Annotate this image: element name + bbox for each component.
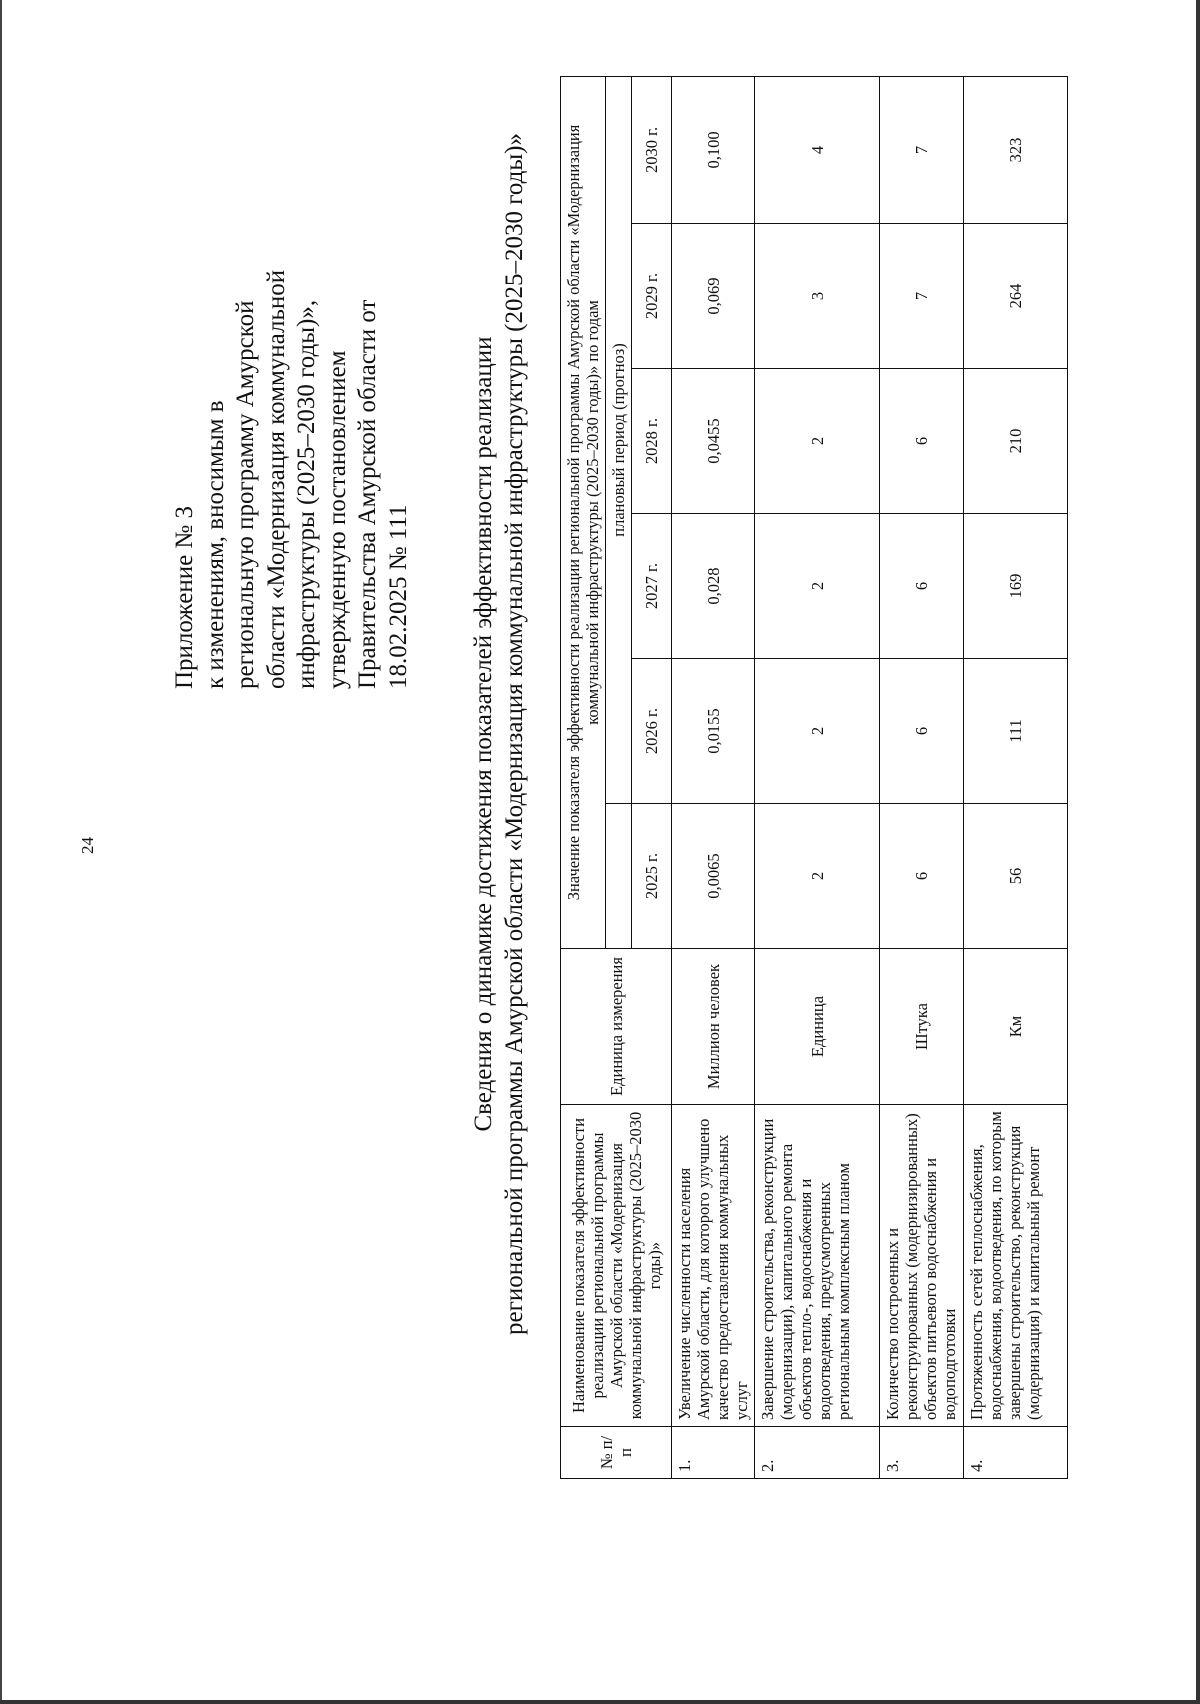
unit-cell: Км [964, 949, 1068, 1105]
header-year: 2025 г. [632, 804, 672, 949]
indicator-name: Увеличение численности населения Амурской области, для которого улучшено качество предоставления коммунальных услуг [672, 1105, 755, 1427]
document-title [468, 4, 530, 1464]
header-planned-period: плановый период (прогноз) [606, 76, 632, 803]
value-cell: 2 [755, 369, 880, 514]
appendix-line: Приложение № 3 [171, 505, 198, 689]
indicator-name: Количество построенных и реконструированных (модернизированных) объектов питьевого водоснабжения и водоподготовки [880, 1105, 964, 1427]
value-cell: 0,0155 [672, 659, 755, 804]
value-cell: 111 [964, 659, 1068, 804]
value-cell: 264 [964, 224, 1068, 369]
value-cell: 0,0065 [672, 804, 755, 949]
value-cell: 0,100 [672, 76, 755, 223]
appendix-line: 18.02.2025 № 111 [384, 504, 412, 689]
header-indicator-name: Наименование показателя эффективности реализации региональной программы Амурской области «Модернизация коммунальной инфраструктуры (2025–2030 годы)» [561, 1105, 672, 1427]
value-cell: 2 [755, 659, 880, 804]
table-row [672, 76, 755, 1478]
header-empty-cell [606, 804, 632, 949]
header-year: 2028 г. [632, 369, 672, 514]
header-year: 2027 г. [632, 514, 672, 659]
appendix-header [170, 49, 414, 689]
indicator-name: Протяженность сетей теплоснабжения, водоснабжения, водоотведения, по которым завершены строительство, реконструкция (модернизация) и капитальный ремонт [964, 1105, 1068, 1427]
row-number: 3. [880, 1427, 964, 1479]
value-cell: 6 [880, 369, 964, 514]
value-cell: 2 [755, 514, 880, 659]
unit-cell: Штука [880, 949, 964, 1105]
header-no: № п/п [561, 1427, 672, 1479]
appendix-line: к изменениям, вносимым в [201, 400, 229, 689]
table-row [755, 76, 880, 1478]
header-year: 2030 г. [632, 76, 672, 223]
header-year: 2029 г. [632, 224, 672, 369]
value-cell: 0,069 [672, 224, 755, 369]
header-values-group: Значение показателя эффективности реализации региональной программы Амурской области «Модернизация коммунальной инфраструктуры (2025–2030 годы)» по годам [561, 76, 606, 948]
appendix-line: Правительства Амурской области от [354, 299, 381, 689]
value-cell: 6 [880, 804, 964, 949]
unit-cell: Миллион человек [672, 949, 755, 1105]
value-cell: 6 [880, 659, 964, 804]
row-number: 2. [755, 1427, 880, 1479]
value-cell: 0,0455 [672, 369, 755, 514]
row-number: 4. [964, 1427, 1068, 1479]
value-cell: 4 [755, 76, 880, 223]
indicators-table [560, 76, 1068, 1479]
title-line-2: региональной программы Амурской области «Модернизация коммунальной инфраструктуры (2025–2030 годы)» [501, 133, 528, 1335]
header-unit: Единица измерения [561, 949, 672, 1105]
page-number: 24 [78, 837, 97, 854]
row-number: 1. [672, 1427, 755, 1479]
value-cell: 7 [880, 76, 964, 223]
value-cell: 56 [964, 804, 1068, 949]
value-cell: 3 [755, 224, 880, 369]
table-row [964, 76, 1068, 1478]
appendix-line: региональную программу Амурской [232, 300, 259, 689]
indicator-name: Завершение строительства, реконструкции (модернизации), капитального ремонта объектов тепло-, водоснабжения и водоотведения, предусмотренных региональным комплексным планом [755, 1105, 880, 1427]
appendix-line: утвержденную постановлением [323, 350, 351, 689]
appendix-line: области «Модернизация коммунальной [262, 269, 290, 689]
title-line-1: Сведения о динамике достижения показателей эффективности реализации [470, 336, 497, 1132]
header-year: 2026 г. [632, 659, 672, 804]
value-cell: 323 [964, 76, 1068, 223]
value-cell: 6 [880, 514, 964, 659]
value-cell: 169 [964, 514, 1068, 659]
appendix-line: инфраструктуры (2025–2030 годы)», [293, 299, 320, 689]
table-row [880, 76, 964, 1478]
unit-cell: Единица [755, 949, 880, 1105]
value-cell: 7 [880, 224, 964, 369]
value-cell: 210 [964, 369, 1068, 514]
value-cell: 0,028 [672, 514, 755, 659]
value-cell: 2 [755, 804, 880, 949]
